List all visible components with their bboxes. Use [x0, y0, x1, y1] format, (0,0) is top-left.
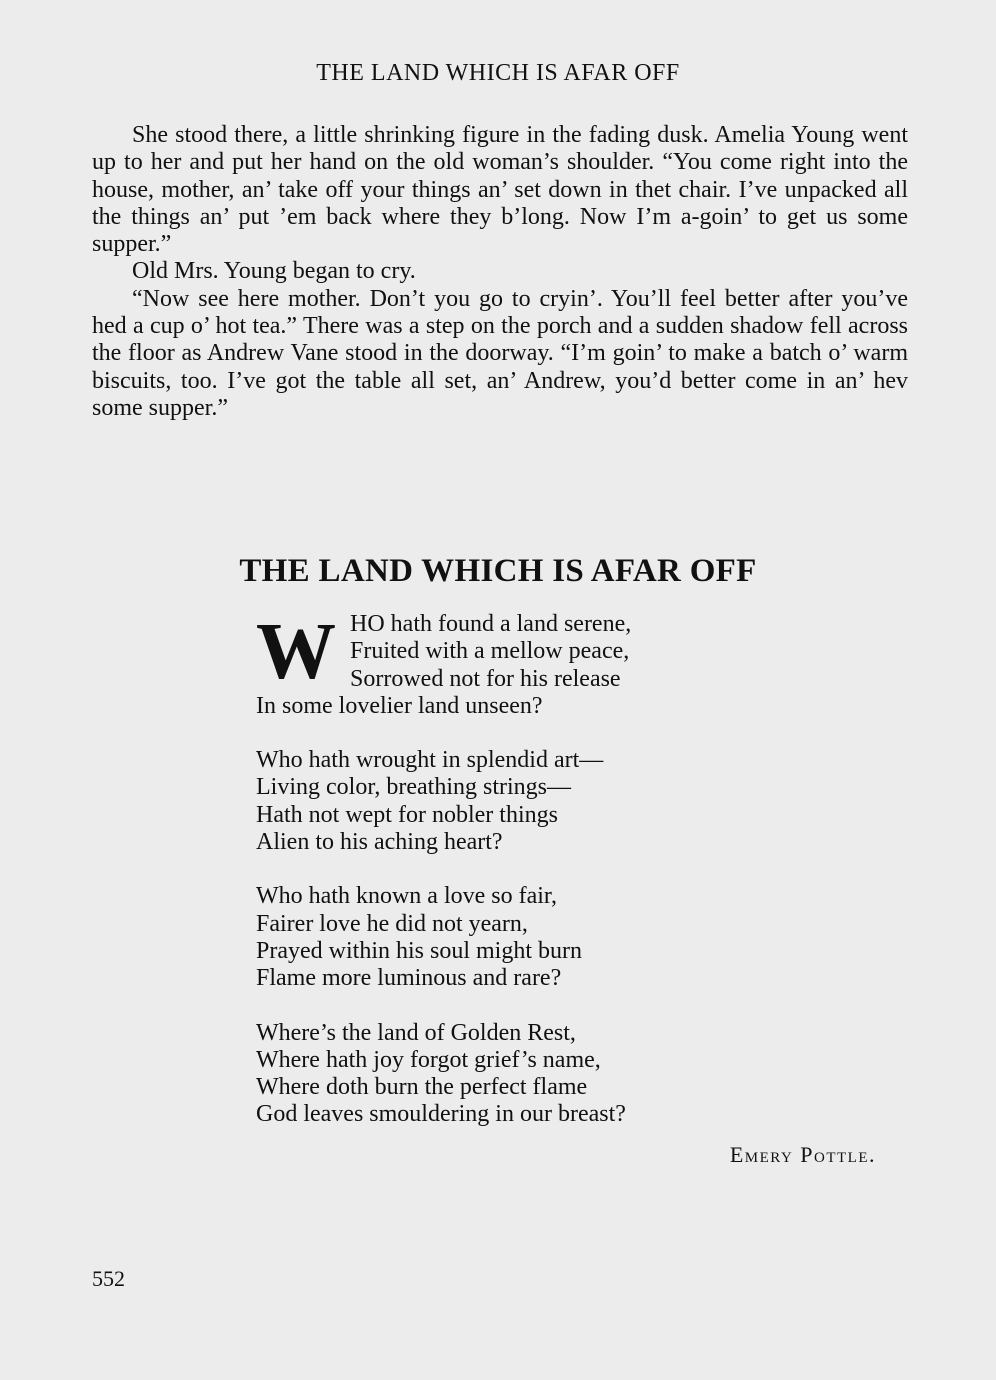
story-excerpt: [92, 122, 908, 422]
poem-author: Emery Pottle.: [729, 1142, 876, 1167]
poem-line: Where doth burn the perfect flame: [256, 1074, 588, 1101]
poem-line: Who hath known a love so fair,: [256, 883, 557, 910]
stanza: [256, 1020, 631, 1129]
stanza: [256, 883, 631, 992]
poem-line: Where hath joy forgot grief’s name,: [256, 1046, 601, 1073]
poem-line: Fairer love he did not yearn,: [256, 910, 528, 937]
poem-line: Hath not wept for nobler things: [256, 801, 558, 828]
poem-line: Alien to his aching heart?: [256, 829, 503, 856]
poem-line: HO hath found a land serene,: [350, 611, 632, 637]
poem-line: Flame more luminous and rare?: [256, 965, 562, 992]
drop-cap: W: [256, 608, 336, 696]
poem-line: Prayed within his soul might burn: [256, 937, 582, 964]
paragraph: “Now see here mother. Don’t you go to cryin’. You’ll feel better after you’ve hed a cup o’ hot tea.” There was a step on the porch and a sudden shadow fell across the floor as Andrew Vane stood in the doorway. “I’m goin’ to make a batch o’ warm biscuits, too. I’ve got the table all set, an’ Andrew, you’d better come in an’ hev some supper.”: [92, 285, 908, 421]
poem-line: Living color, breathing strings—: [256, 774, 571, 801]
stanza: [256, 608, 632, 720]
page-number: 552: [92, 1266, 125, 1291]
poem-line: Where’s the land of Golden Rest,: [256, 1019, 576, 1046]
poem-title: THE LAND WHICH IS AFAR OFF: [239, 553, 757, 589]
paragraph: She stood there, a little shrinking figure in the fading dusk. Amelia Young went up to her and put her hand on the old woman’s shoulder. “You come right into the house, mother, an’ take off your things an’ set down in thet chair. I’ve unpacked all the things an’ put ’em back where they b’long. Now I’m a-goin’ to get us some supper.”: [92, 122, 908, 258]
poem-line: In some lovelier land unseen?: [256, 692, 543, 719]
stanza: [256, 747, 631, 856]
running-head: THE LAND WHICH IS AFAR OFF: [316, 60, 680, 86]
poem-line: Who hath wrought in splendid art—: [256, 747, 604, 774]
poem-line: God leaves smouldering in our breast?: [256, 1101, 626, 1128]
paragraph: Old Mrs. Young began to cry.: [132, 258, 416, 285]
poem-body: [256, 608, 632, 1156]
poem-line: Fruited with a mellow peace,: [350, 638, 630, 665]
poem-line: Sorrowed not for his release: [350, 665, 621, 692]
